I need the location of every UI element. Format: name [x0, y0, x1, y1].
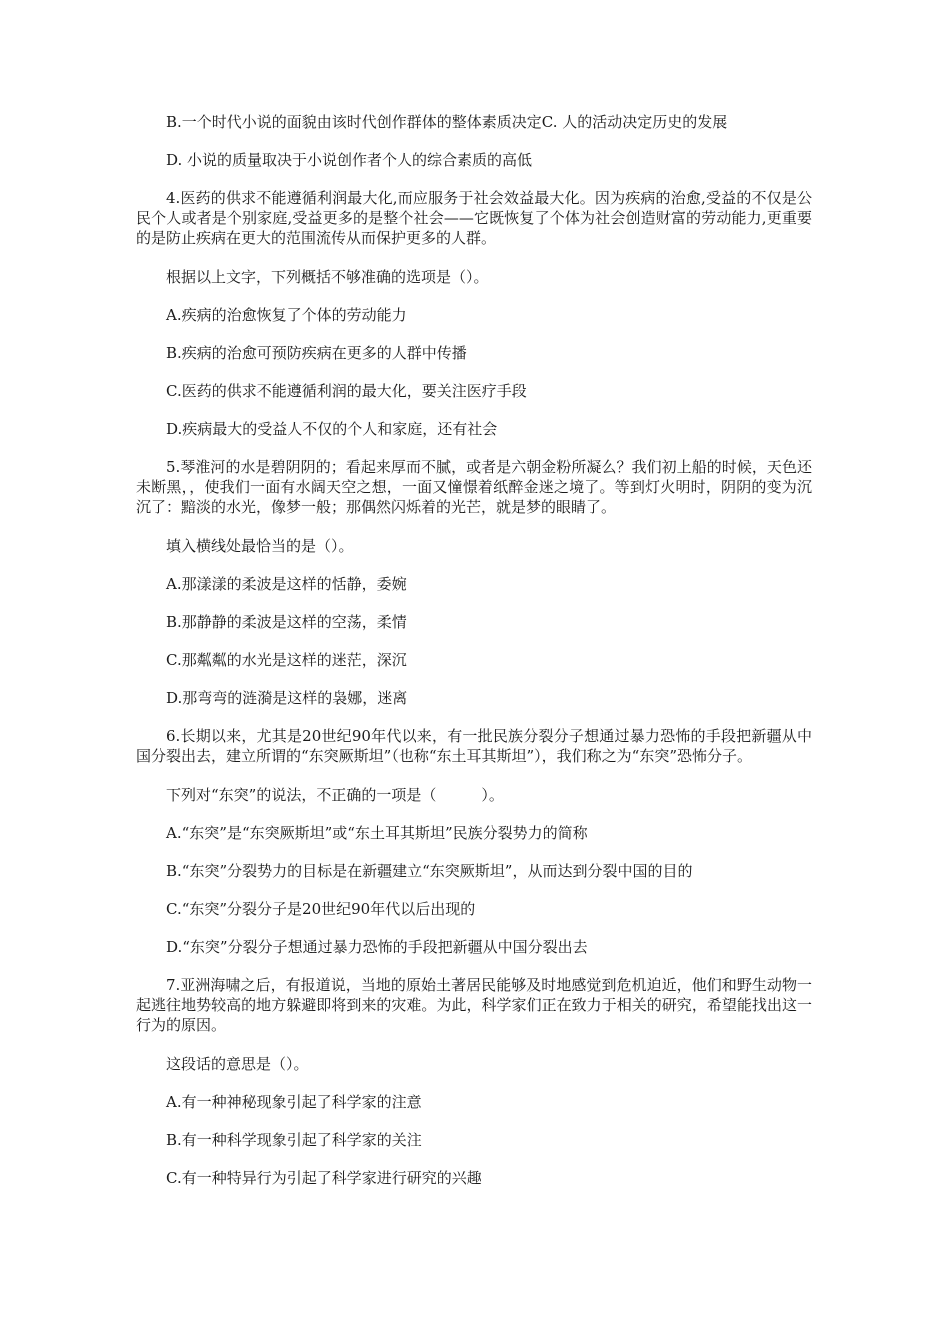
option-b-q6: B.“东突”分裂势力的目标是在新疆建立“东突厥斯坦”，从而达到分裂中国的目的 [166, 862, 693, 880]
question-5-prompt: 填入横线处最恰当的是（）。 [166, 537, 354, 555]
option-d-q5: D.那弯弯的涟漪是这样的袅娜，迷离 [166, 689, 408, 707]
option-c-q5: C.那粼粼的水光是这样的迷茫，深沉 [166, 651, 407, 669]
question-7-prompt: 这段话的意思是（）。 [166, 1055, 309, 1073]
question-4-passage: 4.医药的供求不能遵循利润最大化,而应服务于社会效益最大化。因为疾病的治愈,受益的不仅是公民个人或者是个别家庭,受益更多的是整个社会——它既恢复了个体为社会创造财富的劳动能力,更重要的是防止疾病在更大的范围流传从而保护更多的人群。 [136, 189, 812, 247]
document-body [136, 112, 812, 1206]
option-a-q6: A.“东突”是“东突厥斯坦”或“东土耳其斯坦”民族分裂势力的简称 [166, 824, 588, 842]
option-c-q7: C.有一种特异行为引起了科学家进行研究的兴趣 [166, 1169, 482, 1187]
option-a-q4: A.疾病的治愈恢复了个体的劳动能力 [166, 306, 407, 324]
option-d-q3: D. 小说的质量取决于小说创作者个人的综合素质的高低 [166, 151, 533, 169]
option-c-q6: C.“东突”分裂分子是20世纪90年代以后出现的 [166, 900, 476, 918]
question-5-passage: 5.琴淮河的水是碧阴阴的；看起来厚而不腻，或者是六朝金粉所凝么？我们初上船的时候，天色还未断黑，，使我们一面有水阔天空之想，一面又憧憬着纸醉金迷之境了。等到灯火明时，阴阴的变为沉沉了：黯淡的水光，像梦一般；那偶然闪烁着的光芒，就是梦的眼睛了。 [136, 458, 812, 516]
option-b-q5: B.那静静的柔波是这样的空荡，柔情 [166, 613, 407, 631]
question-7-passage: 7.亚洲海啸之后，有报道说，当地的原始土著居民能够及时地感觉到危机迫近，他们和野生动物一起逃往地势较高的地方躲避即将到来的灾难。为此，科学家们正在致力于相关的研究，希望能找出这一行为的原因。 [136, 976, 812, 1034]
option-b-q4: B.疾病的治愈可预防疾病在更多的人群中传播 [166, 344, 467, 362]
question-6-passage: 6.长期以来，尤其是20世纪90年代以来，有一批民族分裂分子想通过暴力恐怖的手段把新疆从中国分裂出去，建立所谓的“东突厥斯坦”（也称“东土耳其斯坦”），我们称之为“东突”恐怖分子。 [136, 727, 812, 765]
option-a-q5: A.那漾漾的柔波是这样的恬静，委婉 [166, 575, 407, 593]
option-b-q3: B.一个时代小说的面貌由该时代创作群体的整体素质决定C. 人的活动决定历史的发展 [166, 113, 728, 131]
question-6-prompt: 下列对“东突”的说法，不正确的一项是（ ）。 [166, 786, 504, 804]
option-c-q4: C.医药的供求不能遵循利润的最大化，要关注医疗手段 [166, 382, 527, 400]
option-b-q7: B.有一种科学现象引起了科学家的关注 [166, 1131, 422, 1149]
question-4-prompt: 根据以上文字，下列概括不够准确的选项是（）。 [166, 268, 489, 286]
option-a-q7: A.有一种神秘现象引起了科学家的注意 [166, 1093, 422, 1111]
option-d-q4: D.疾病最大的受益人不仅的个人和家庭，还有社会 [166, 420, 498, 438]
option-d-q6: D.“东突”分裂分子想通过暴力恐怖的手段把新疆从中国分裂出去 [166, 938, 588, 956]
